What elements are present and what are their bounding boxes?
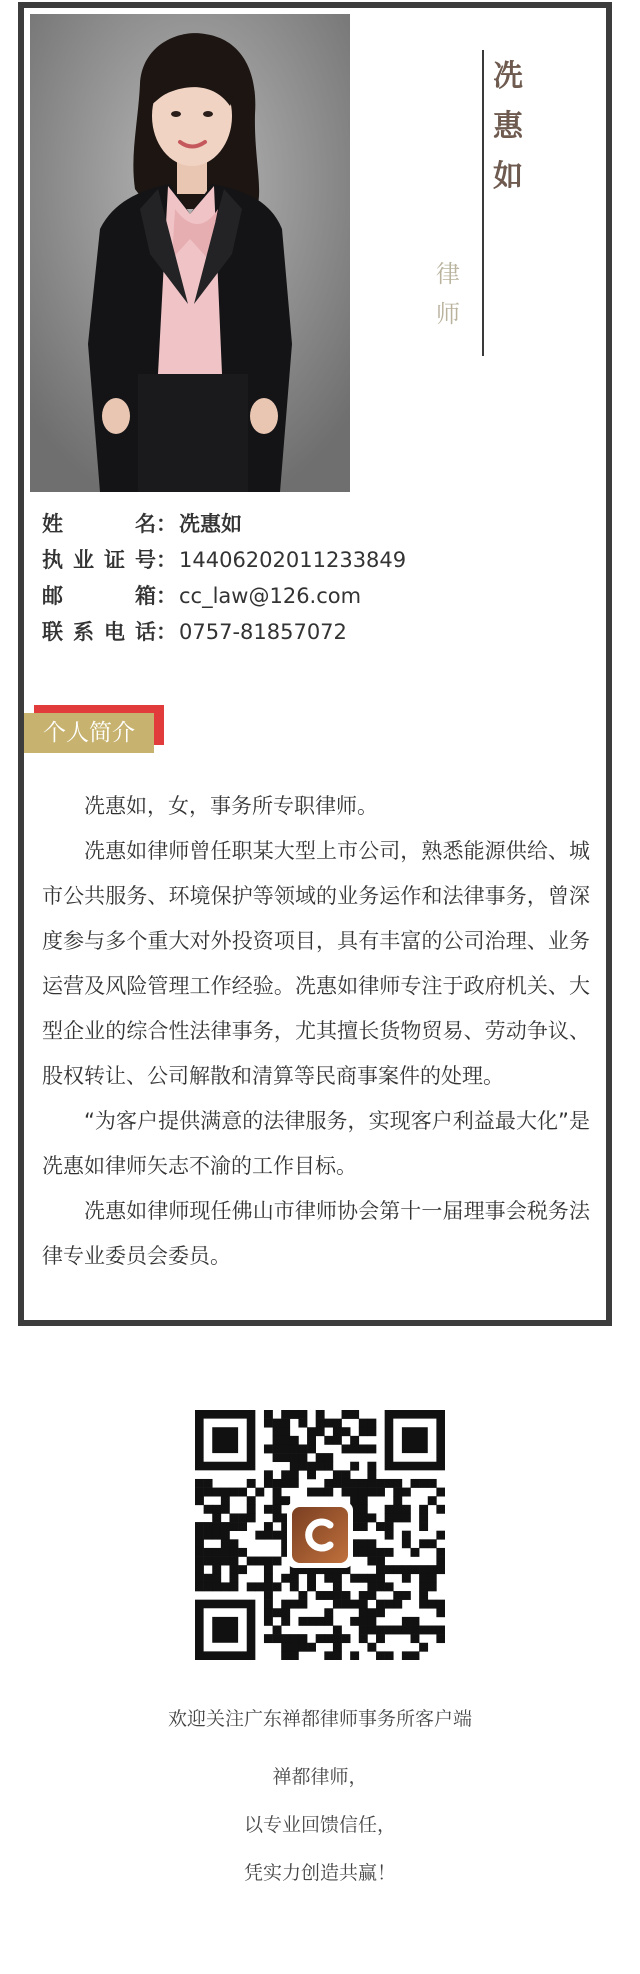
info-colon: ： [156, 620, 177, 644]
footer-text [0, 1695, 640, 1897]
info-colon: ： [156, 584, 177, 608]
info-colon: ： [156, 548, 177, 572]
name-char: 如 [493, 159, 523, 194]
info-label: 联系电话 [42, 620, 156, 644]
contact-info [42, 506, 562, 650]
bio-paragraph: 冼惠如律师曾任职某大型上市公司，熟悉能源供给、城市公共服务、环境保护等领域的业务运作和法律事务，曾深度参与多个重大对外投资项目，具有丰富的公司治理、业务运营及风险管理工作经验。冼惠如律师专注于政府机关、大型企业的综合性法律事务，尤其擅长货物贸易、劳动争议、股权转让、公司解散和清算等民商事案件的处理。 [42, 839, 590, 1088]
info-label: 邮箱 [42, 584, 156, 608]
info-row-name [42, 506, 562, 542]
section-title: 个人简介 [24, 713, 154, 753]
firm-logo-icon [287, 1502, 353, 1568]
footer-line: 禅都律师， [272, 1766, 368, 1788]
bio-paragraph: 冼惠如律师现任佛山市律师协会第十一届理事会税务法律专业委员会委员。 [42, 1199, 590, 1268]
portrait-illustration [30, 14, 350, 492]
title-char: 律 [436, 260, 460, 288]
logo-c-icon [300, 1515, 340, 1555]
info-value: 冼惠如 [179, 512, 242, 536]
qr-code[interactable] [195, 1410, 445, 1660]
footer-line: 欢迎关注广东禅都律师事务所客户端 [167, 1708, 472, 1730]
info-value: 14406202011233849 [179, 548, 407, 572]
footer-line: 凭实力创造共赢！ [243, 1862, 396, 1884]
lawyer-portrait-photo [30, 14, 350, 492]
info-colon: ： [156, 512, 177, 536]
info-row-phone [42, 614, 562, 650]
bio-paragraph: 冼惠如，女，事务所专职律师。 [84, 794, 378, 818]
info-label: 姓名 [42, 512, 156, 536]
firm-logo-mark [292, 1507, 348, 1563]
title-char: 师 [436, 300, 460, 328]
info-label: 执业证号 [42, 548, 156, 572]
vertical-divider [482, 50, 484, 356]
lawyer-title-vertical [428, 254, 468, 334]
footer-line: 以专业回馈信任， [243, 1814, 396, 1836]
phone-link[interactable]: 0757-81857072 [179, 620, 347, 644]
info-row-email [42, 578, 562, 614]
lawyer-name-vertical [488, 52, 528, 202]
email-link[interactable]: cc_law@126.com [179, 584, 362, 608]
bio-paragraph: “为客户提供满意的法律服务，实现客户利益最大化”是冼惠如律师矢志不渝的工作目标。 [42, 1109, 590, 1178]
name-char: 冼 [493, 59, 523, 94]
biography [42, 784, 590, 1279]
name-char: 惠 [493, 109, 523, 144]
info-row-license [42, 542, 562, 578]
